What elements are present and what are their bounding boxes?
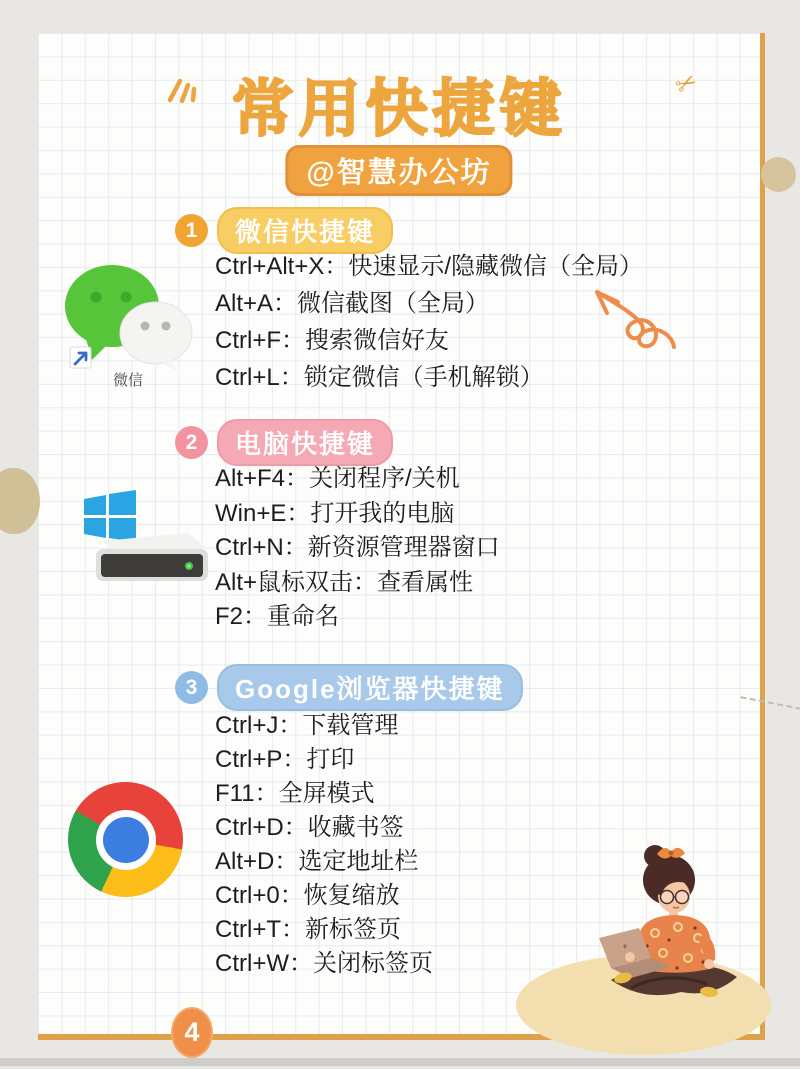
shortcut-item: Ctrl+T：新标签页 bbox=[215, 916, 401, 943]
tan-blob-decoration bbox=[0, 468, 40, 534]
page-title: 常用快捷键 bbox=[231, 75, 567, 144]
shortcut-item: F11：全屏模式 bbox=[215, 780, 375, 807]
shortcut-list-computer bbox=[215, 462, 500, 635]
shortcut-item: Ctrl+F：搜索微信好友 bbox=[215, 327, 449, 354]
shortcut-item: Ctrl+0：恢复缩放 bbox=[215, 882, 400, 909]
shortcut-item: Alt+A：微信截图（全局） bbox=[215, 290, 490, 317]
shortcut-item: Alt+D：选定地址栏 bbox=[215, 848, 419, 875]
section-title-pill: 电脑快捷键 bbox=[217, 419, 393, 466]
section-title-pill: 微信快捷键 bbox=[217, 207, 393, 254]
shortcut-item: Ctrl+Alt+X：快速显示/隐藏微信（全局） bbox=[215, 253, 644, 280]
wechat-icon bbox=[60, 261, 195, 373]
tan-dot-decoration bbox=[761, 157, 796, 192]
section-header-wechat bbox=[175, 207, 393, 254]
person-illustration bbox=[585, 840, 770, 1015]
section-number-badge: 1 bbox=[175, 214, 208, 247]
section-number-badge: 2 bbox=[175, 426, 208, 459]
page-number-badge: 4 bbox=[171, 1007, 213, 1058]
shortcut-item: F2：重命名 bbox=[215, 603, 340, 630]
shortcut-list-chrome bbox=[215, 709, 433, 981]
scissors-icon: ✂ bbox=[670, 66, 703, 102]
note-card bbox=[38, 33, 765, 1040]
shortcut-item: Alt+F4：关闭程序/关机 bbox=[215, 465, 460, 492]
wechat-icon-label: 微信 bbox=[112, 372, 143, 389]
shortcut-item: Ctrl+W：关闭标签页 bbox=[215, 950, 433, 977]
windows-logo-icon bbox=[84, 490, 136, 542]
section-header-chrome bbox=[175, 664, 523, 711]
next-card-edge bbox=[0, 1058, 800, 1066]
shortcut-item: Ctrl+N：新资源管理器窗口 bbox=[215, 534, 500, 561]
section-number-badge: 3 bbox=[175, 671, 208, 704]
shortcut-list-wechat bbox=[215, 248, 643, 396]
chrome-icon bbox=[68, 782, 183, 897]
windows-drive-icon bbox=[76, 485, 211, 590]
author-badge: @智慧办公坊 bbox=[285, 145, 512, 196]
shortcut-item: Alt+鼠标双击：查看属性 bbox=[215, 568, 474, 596]
shortcut-item: Ctrl+P：打印 bbox=[215, 746, 355, 773]
section-title-pill: Google浏览器快捷键 bbox=[217, 664, 523, 711]
shortcut-item: Ctrl+L：锁定微信（手机解锁） bbox=[215, 364, 544, 391]
shortcut-item: Ctrl+J：下载管理 bbox=[215, 712, 399, 739]
section-header-computer bbox=[175, 419, 393, 466]
shortcut-item: Win+E：打开我的电脑 bbox=[215, 499, 455, 527]
shortcut-arrow-icon bbox=[70, 347, 91, 368]
curly-arrow-icon bbox=[588, 281, 693, 361]
shortcut-item: Ctrl+D：收藏书签 bbox=[215, 814, 404, 841]
